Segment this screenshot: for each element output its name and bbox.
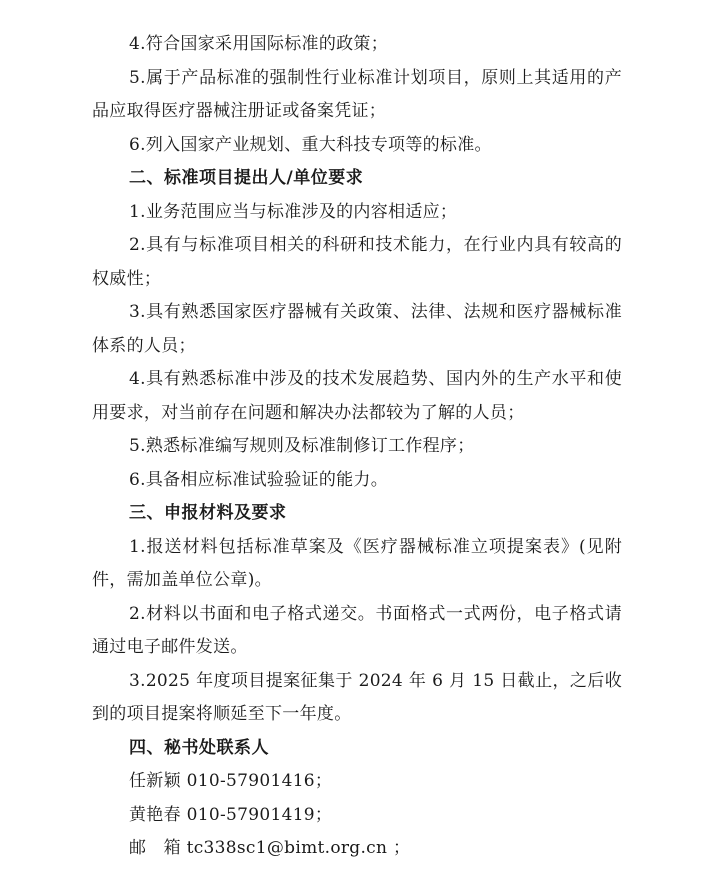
paragraph-s2-item-4: 4.具有熟悉标准中涉及的技术发展趋势、国内外的生产水平和使用要求，对当前存在问题和解决办法都较为了解的人员；	[92, 369, 622, 423]
section-heading-2: 二、标准项目提出人/单位要求	[129, 168, 364, 188]
paragraph-s3-item-2: 2.材料以书面和电子格式递交。书面格式一式两份，电子格式请通过电子邮件发送。	[92, 603, 622, 657]
paragraph-s3-item-3: 3.2025 年度项目提案征集于 2024 年 6 月 15 日截止，之后收到的项目提案将顺延至下一年度。	[92, 670, 622, 724]
paragraph-s1-item-6: 6.列入国家产业规划、重大科技专项等的标准。	[129, 134, 492, 155]
paragraph-s1-item-5: 5.属于产品标准的强制性行业标准计划项目，原则上其适用的产品应取得医疗器械注册证或备案凭证；	[92, 67, 622, 121]
paragraph-s2-item-2: 2.具有与标准项目相关的科研和技术能力，在行业内具有较高的权威性；	[92, 235, 622, 289]
contact-line-2: 黄艳春 010-57901419；	[129, 804, 333, 825]
contact-line-1: 任新颖 010-57901416；	[129, 771, 333, 791]
paragraph-s2-item-1: 1.业务范围应当与标准涉及的内容相适应；	[129, 201, 458, 222]
paragraph-s2-item-3: 3.具有熟悉国家医疗器械有关政策、法律、法规和医疗器械标准体系的人员；	[92, 302, 622, 356]
section-heading-3: 三、申报材料及要求	[129, 503, 287, 523]
contact-email: 邮 箱 tc338sc1@bimt.org.cn ；	[129, 838, 411, 858]
document-page	[92, 28, 622, 866]
paragraph-s3-item-1: 1.报送材料包括标准草案及《医疗器械标准立项提案表》(见附件，需加盖单位公章)。	[92, 536, 622, 590]
paragraph-s2-item-6: 6.具备相应标准试验验证的能力。	[129, 469, 389, 490]
paragraph-s1-item-4: 4.符合国家采用国际标准的政策；	[129, 34, 389, 54]
paragraph-s2-item-5: 5.熟悉标准编写规则及标准制修订工作程序；	[129, 436, 475, 456]
section-heading-4: 四、秘书处联系人	[129, 737, 269, 758]
